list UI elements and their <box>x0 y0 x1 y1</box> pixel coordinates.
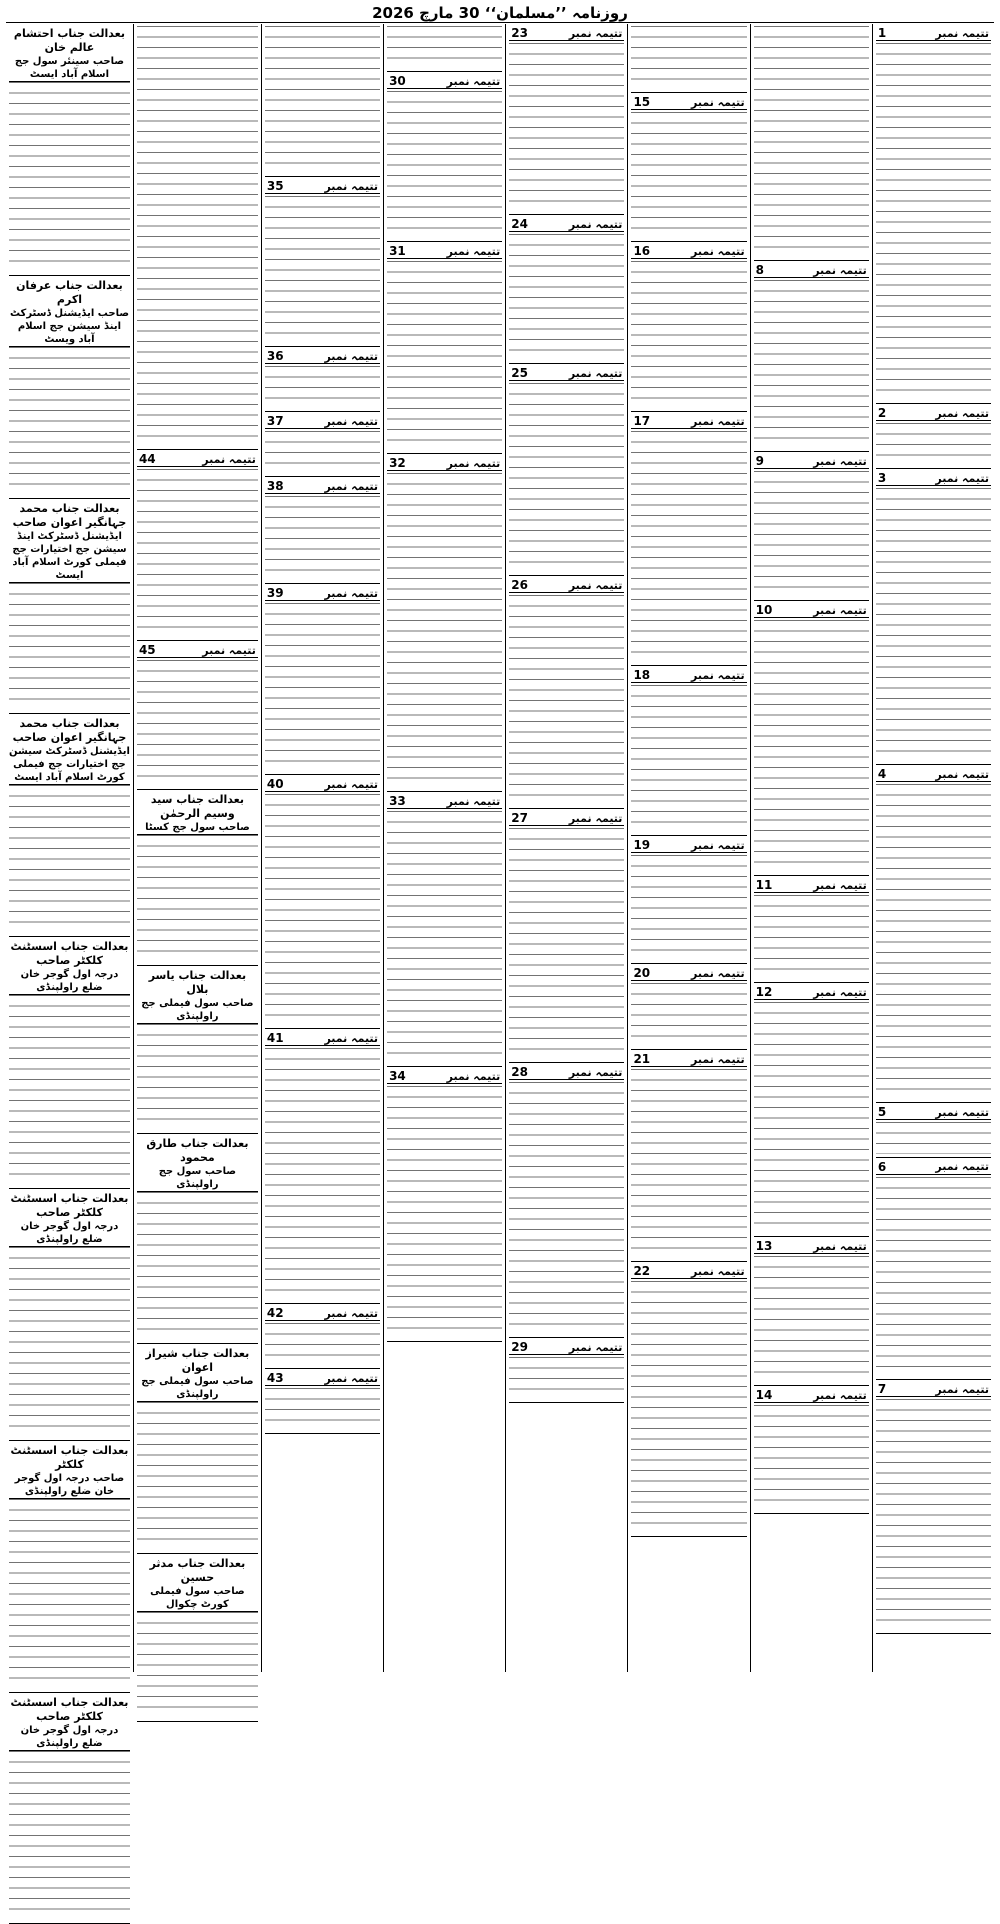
item-number: 22 <box>633 1264 651 1278</box>
item-header <box>754 603 869 618</box>
item-body-text <box>387 473 502 788</box>
item-number: 15 <box>633 95 651 109</box>
item-label: تتیمہ نمبر <box>691 244 745 258</box>
classified-item <box>876 24 991 404</box>
item-header <box>265 1031 380 1046</box>
notice-body-text <box>137 835 258 961</box>
item-body-text <box>754 620 869 872</box>
item-number: 43 <box>266 1371 284 1385</box>
classified-item <box>265 177 380 347</box>
notice-court-name: بعدالت جناب محمد جہانگیر اعوان صاحب <box>12 502 127 529</box>
notice-court-name: بعدالت جناب محمد جہانگیر اعوان صاحب <box>12 717 127 744</box>
item-number: 19 <box>633 838 651 852</box>
court-notice <box>137 1134 258 1344</box>
item-header <box>265 1306 380 1321</box>
classified-item <box>137 24 258 450</box>
item-label: تتیمہ نمبر <box>935 26 989 40</box>
item-label: تتیمہ نمبر <box>935 471 989 485</box>
classified-item <box>876 765 991 1103</box>
notice-judge-title: صاحب سول جج راولپنڈی <box>137 1165 258 1192</box>
classified-item <box>754 1237 869 1386</box>
court-notice <box>9 1693 130 1924</box>
item-body-text <box>631 1069 746 1258</box>
notice-court-name: بعدالت جناب احتشام عالم خان <box>13 27 125 54</box>
item-body-text <box>876 1122 991 1154</box>
item-label: تتیمہ نمبر <box>568 366 623 380</box>
classified-item <box>387 1067 502 1342</box>
item-header <box>265 414 380 429</box>
item-number: 4 <box>877 767 887 781</box>
item-number: 11 <box>755 878 773 892</box>
item-number: 9 <box>755 454 764 468</box>
item-number: 10 <box>755 603 773 617</box>
item-body-text <box>631 26 746 89</box>
item-body-text <box>265 794 380 1025</box>
item-body-text <box>265 1388 380 1430</box>
classified-item <box>754 24 869 261</box>
item-header <box>387 74 502 89</box>
item-header <box>509 26 624 41</box>
classified-item <box>631 93 746 242</box>
classified-item <box>387 454 502 792</box>
item-header <box>509 366 624 381</box>
item-label: تتیمہ نمبر <box>446 794 501 808</box>
item-number: 39 <box>266 586 284 600</box>
item-header <box>387 794 502 809</box>
item-number: 3 <box>877 471 887 485</box>
item-header <box>509 1065 624 1080</box>
item-header <box>631 838 746 853</box>
classified-item <box>509 809 624 1063</box>
notice-judge-title: درجہ اول گوجر خان ضلع راولپنڈی <box>9 1724 130 1751</box>
notice-judge-title: صاحب سول فیملی کورٹ چکوال <box>137 1585 258 1612</box>
item-body-text <box>137 26 258 446</box>
classified-item <box>265 1369 380 1434</box>
item-body-text <box>876 43 991 400</box>
item-header <box>631 95 746 110</box>
court-notice <box>137 1554 258 1722</box>
item-body-text <box>509 234 624 360</box>
notice-court-name: بعدالت جناب اسسٹنٹ کلکٹر صاحب <box>10 940 129 967</box>
notice-judge-title: صاحب سول جج کسٹا <box>137 821 258 835</box>
item-label: تتیمہ نمبر <box>691 1052 745 1066</box>
court-notice <box>137 790 258 966</box>
notice-judge-title: صاحب سول فیملی جج راولپنڈی <box>137 1375 258 1402</box>
classified-item <box>631 242 746 412</box>
page-column <box>383 24 505 1672</box>
item-header <box>387 244 502 259</box>
item-label: تتیمہ نمبر <box>691 966 745 980</box>
classified-item <box>631 1262 746 1537</box>
item-body-text <box>265 26 380 173</box>
court-notice <box>9 499 130 714</box>
item-header <box>631 966 746 981</box>
classified-item <box>509 215 624 364</box>
item-number: 16 <box>633 244 651 258</box>
item-label: تتیمہ نمبر <box>813 263 867 277</box>
item-number: 6 <box>877 1159 887 1174</box>
item-body-text <box>631 685 746 832</box>
item-label: تتیمہ نمبر <box>813 1239 867 1253</box>
item-label: تتیمہ نمبر <box>691 95 745 109</box>
item-label: تتیمہ نمبر <box>935 767 989 781</box>
item-label: تتیمہ نمبر <box>935 1105 989 1119</box>
item-body-text <box>754 1002 869 1233</box>
item-body-text <box>265 603 380 771</box>
item-body-text <box>387 91 502 238</box>
item-body-text <box>631 983 746 1046</box>
item-label: تتیمہ نمبر <box>568 217 623 231</box>
notice-body-text <box>9 347 130 494</box>
notice-body-text <box>9 1247 130 1436</box>
item-number: 26 <box>511 578 528 592</box>
classified-item <box>754 983 869 1237</box>
item-body-text <box>265 431 380 473</box>
notice-court-name: بعدالت جناب شیراز اعوان <box>145 1347 250 1374</box>
item-number: 27 <box>511 811 528 825</box>
page-column <box>750 24 872 1672</box>
item-label: تتیمہ نمبر <box>446 244 501 258</box>
item-header <box>754 454 869 469</box>
classified-item <box>387 24 502 72</box>
item-label: تتیمہ نمبر <box>324 1031 379 1045</box>
item-body-text <box>754 471 869 597</box>
notice-judge-title: صاحب ایڈیشنل ڈسٹرکٹ اینڈ سیشن جج اسلام آباد ویسٹ <box>9 308 129 345</box>
classified-item <box>631 666 746 836</box>
item-header <box>876 471 991 486</box>
page-column <box>872 24 994 1672</box>
item-header <box>876 1382 991 1397</box>
item-label: تتیمہ نمبر <box>446 1069 501 1083</box>
classified-item <box>876 1158 991 1381</box>
item-body-text <box>387 1086 502 1338</box>
item-body-text <box>265 1048 380 1300</box>
item-body-text <box>509 595 624 805</box>
item-label: تتیمہ نمبر <box>324 414 379 428</box>
item-number: 45 <box>138 643 156 657</box>
item-header <box>265 479 380 494</box>
notice-judge-title: درجہ اول گوجر خان ضلع راولپنڈی <box>9 968 130 995</box>
item-body-text <box>876 423 991 465</box>
notice-body-text <box>9 583 130 709</box>
item-body-text <box>137 469 258 637</box>
classified-item <box>631 24 746 93</box>
notice-body-text <box>9 785 130 932</box>
item-header <box>876 1105 991 1120</box>
item-label: تتیمہ نمبر <box>935 406 989 420</box>
classified-item <box>509 364 624 576</box>
classified-item <box>509 1063 624 1338</box>
classified-item <box>387 242 502 454</box>
item-number: 44 <box>138 452 156 466</box>
classified-item <box>876 1380 991 1634</box>
item-label: تتیمہ نمبر <box>324 1306 379 1320</box>
item-body-text <box>754 280 869 448</box>
item-header <box>265 777 380 792</box>
item-label: تتیمہ نمبر <box>202 452 256 466</box>
court-notice <box>9 1441 130 1693</box>
item-number: 29 <box>511 1340 528 1354</box>
item-header <box>387 1069 502 1084</box>
item-header <box>876 406 991 421</box>
item-label: تتیمہ نمبر <box>568 1065 623 1079</box>
item-label: تتیمہ نمبر <box>324 1371 379 1385</box>
item-body-text <box>754 1405 869 1510</box>
item-number: 33 <box>389 794 406 808</box>
item-number: 13 <box>755 1239 773 1253</box>
page-column <box>133 24 261 1672</box>
item-label: تتیمہ نمبر <box>446 456 501 470</box>
item-label: تتیمہ نمبر <box>324 179 379 193</box>
item-body-text <box>876 1399 991 1630</box>
item-number: 12 <box>755 985 773 999</box>
item-body-text <box>631 1281 746 1533</box>
item-number: 35 <box>266 179 284 193</box>
classified-item <box>265 584 380 775</box>
item-number: 8 <box>755 263 764 277</box>
notice-court-name: بعدالت جناب اسسٹنٹ کلکٹر <box>10 1444 129 1471</box>
item-body-text <box>137 660 258 786</box>
page-column <box>6 24 133 1749</box>
item-header <box>876 26 991 41</box>
item-number: 18 <box>633 668 651 682</box>
item-label: تتیمہ نمبر <box>568 578 623 592</box>
item-label: تتیمہ نمبر <box>324 777 379 791</box>
item-number: 21 <box>633 1052 651 1066</box>
item-header <box>265 586 380 601</box>
classified-item <box>876 1103 991 1158</box>
notice-body-text <box>137 1402 258 1549</box>
item-body-text <box>876 488 991 761</box>
item-header <box>509 578 624 593</box>
item-header <box>876 767 991 782</box>
item-number: 24 <box>511 217 528 231</box>
item-body-text <box>509 828 624 1059</box>
item-number: 20 <box>633 966 651 980</box>
item-header <box>631 668 746 683</box>
item-body-text <box>876 784 991 1099</box>
classified-item <box>387 72 502 242</box>
columns-container <box>6 24 994 1749</box>
item-header <box>137 452 258 467</box>
item-number: 17 <box>633 414 651 428</box>
item-label: تتیمہ نمبر <box>691 1264 745 1278</box>
item-body-text <box>754 26 869 257</box>
page-column <box>505 24 627 1672</box>
item-body-text <box>387 811 502 1063</box>
item-body-text <box>265 196 380 343</box>
classified-item <box>509 24 624 215</box>
classified-item <box>265 412 380 477</box>
notice-judge-title: صاحب درجہ اول گوجر خان ضلع راولپنڈی <box>9 1472 130 1499</box>
court-notice <box>9 24 130 276</box>
item-number: 14 <box>755 1388 773 1402</box>
court-notice <box>137 1344 258 1554</box>
item-header <box>754 985 869 1000</box>
item-header <box>137 643 258 658</box>
classified-item <box>509 576 624 809</box>
item-body-text <box>265 1323 380 1365</box>
item-header <box>754 878 869 893</box>
item-number: 38 <box>266 479 284 493</box>
classified-item <box>265 24 380 177</box>
classified-item <box>876 404 991 469</box>
item-body-text <box>265 366 380 408</box>
notice-court-name: بعدالت جناب سید وسیم الرحمٰن <box>150 793 244 820</box>
item-number: 5 <box>877 1105 887 1119</box>
item-label: تتیمہ نمبر <box>691 414 745 428</box>
court-notice <box>137 966 258 1134</box>
notice-court-name: بعدالت جناب عرفان اکرم <box>16 279 123 306</box>
item-header <box>387 456 502 471</box>
notice-judge-title: ایڈیشنل ڈسٹرکٹ سیشن جج اختیارات جج فیملی کورٹ اسلام آباد ایسٹ <box>8 746 130 783</box>
item-number: 34 <box>389 1069 406 1083</box>
item-body-text <box>754 895 869 979</box>
classified-item <box>631 836 746 964</box>
item-header <box>509 811 624 826</box>
notice-body-text <box>137 1024 258 1129</box>
notice-body-text <box>9 82 130 271</box>
item-header <box>509 1340 624 1355</box>
item-number: 37 <box>266 414 284 428</box>
item-body-text <box>509 1357 624 1399</box>
item-body-text <box>509 1082 624 1334</box>
item-label: تتیمہ نمبر <box>446 74 501 88</box>
item-number: 32 <box>389 456 406 470</box>
item-number: 25 <box>511 366 528 380</box>
item-label: تتیمہ نمبر <box>691 838 745 852</box>
item-header <box>754 1388 869 1403</box>
classified-item <box>265 1304 380 1369</box>
item-label: تتیمہ نمبر <box>568 811 623 825</box>
classified-item <box>631 412 746 666</box>
item-header <box>631 414 746 429</box>
item-body-text <box>509 383 624 572</box>
notice-body-text <box>9 1751 130 1919</box>
item-header <box>265 179 380 194</box>
item-label: تتیمہ نمبر <box>202 643 256 657</box>
notice-judge-title: صاحب سول فیملی جج راولپنڈی <box>137 997 258 1024</box>
page-column <box>261 24 383 1672</box>
classified-item <box>631 964 746 1050</box>
notice-body-text <box>137 1612 258 1717</box>
court-notice <box>9 1189 130 1441</box>
item-body-text <box>631 261 746 408</box>
notice-court-name: بعدالت جناب اسسٹنٹ کلکٹر صاحب <box>10 1192 129 1219</box>
classified-item <box>509 1338 624 1403</box>
item-header <box>754 263 869 278</box>
court-notice <box>9 937 130 1189</box>
item-label: تتیمہ نمبر <box>568 1340 623 1354</box>
notice-court-name: بعدالت جناب اسسٹنٹ کلکٹر صاحب <box>10 1696 129 1723</box>
item-header <box>631 1264 746 1279</box>
item-body-text <box>631 855 746 960</box>
item-label: تتیمہ نمبر <box>813 985 867 999</box>
item-header <box>265 349 380 364</box>
page-column <box>627 24 749 1672</box>
item-label: تتیمہ نمبر <box>813 1388 867 1402</box>
court-notice <box>9 714 130 937</box>
item-number: 23 <box>511 26 528 40</box>
masthead-title: روزنامہ ’’مسلمان‘‘ 30 مارچ 2026 <box>6 4 994 23</box>
item-number: 2 <box>877 406 887 420</box>
classified-item <box>631 1050 746 1262</box>
item-header <box>876 1160 991 1175</box>
item-body-text <box>631 431 746 662</box>
classified-item <box>137 641 258 790</box>
classified-item <box>754 876 869 983</box>
classified-item <box>754 452 869 601</box>
item-number: 31 <box>389 244 406 258</box>
item-number: 36 <box>266 349 284 363</box>
classified-item <box>265 775 380 1029</box>
notice-body-text <box>9 995 130 1184</box>
item-label: تتیمہ نمبر <box>324 586 379 600</box>
item-header <box>754 1239 869 1254</box>
notice-court-name: بعدالت جناب مدثر حسین <box>149 1557 246 1584</box>
item-body-text <box>387 26 502 68</box>
item-label: تتیمہ نمبر <box>813 603 867 617</box>
court-notice <box>9 276 130 499</box>
item-number: 42 <box>266 1306 284 1320</box>
item-number: 1 <box>877 26 887 40</box>
notice-court-name: بعدالت جناب یاسر بلال <box>148 969 247 996</box>
classified-item <box>754 1386 869 1514</box>
notice-judge-title: صاحب سینئر سول جج اسلام آباد ایسٹ <box>9 55 130 82</box>
classified-item <box>754 601 869 876</box>
item-body-text <box>265 496 380 580</box>
item-body-text <box>387 261 502 450</box>
item-number: 30 <box>389 74 406 88</box>
classified-item <box>876 469 991 765</box>
item-header <box>265 1371 380 1386</box>
classified-item <box>137 450 258 641</box>
notice-judge-title: ایڈیشنل ڈسٹرکٹ اینڈ سیشن جج اختیارات جج فیملی کورٹ اسلام آباد ایسٹ <box>9 530 130 583</box>
classified-item <box>265 477 380 584</box>
classified-item <box>387 792 502 1067</box>
item-label: تتیمہ نمبر <box>568 26 623 40</box>
notice-body-text <box>137 1192 258 1339</box>
item-body-text <box>754 1256 869 1382</box>
item-header <box>631 244 746 259</box>
classified-item <box>265 1029 380 1304</box>
item-number: 7 <box>877 1382 887 1396</box>
item-header <box>631 1052 746 1067</box>
item-label: تتیمہ نمبر <box>691 668 745 682</box>
item-label: تتیمہ نمبر <box>324 479 379 493</box>
notice-court-name: بعدالت جناب طارق محمود <box>146 1137 249 1164</box>
item-body-text <box>876 1177 991 1377</box>
item-label: تتیمہ نمبر <box>324 349 379 363</box>
classified-item <box>265 347 380 412</box>
classified-item <box>754 261 869 452</box>
item-number: 41 <box>266 1031 284 1045</box>
item-number: 28 <box>511 1065 528 1079</box>
notice-judge-title: درجہ اول گوجر خان ضلع راولپنڈی <box>9 1220 130 1247</box>
item-body-text <box>509 43 624 211</box>
item-label: تتیمہ نمبر <box>813 454 867 468</box>
item-label: تتیمہ نمبر <box>813 878 867 892</box>
notice-body-text <box>9 1499 130 1688</box>
item-label: تتیمہ نمبر <box>935 1382 989 1396</box>
item-header <box>509 217 624 232</box>
item-label: تتیمہ نمبر <box>935 1160 989 1173</box>
item-number: 40 <box>266 777 284 791</box>
item-body-text <box>631 112 746 238</box>
